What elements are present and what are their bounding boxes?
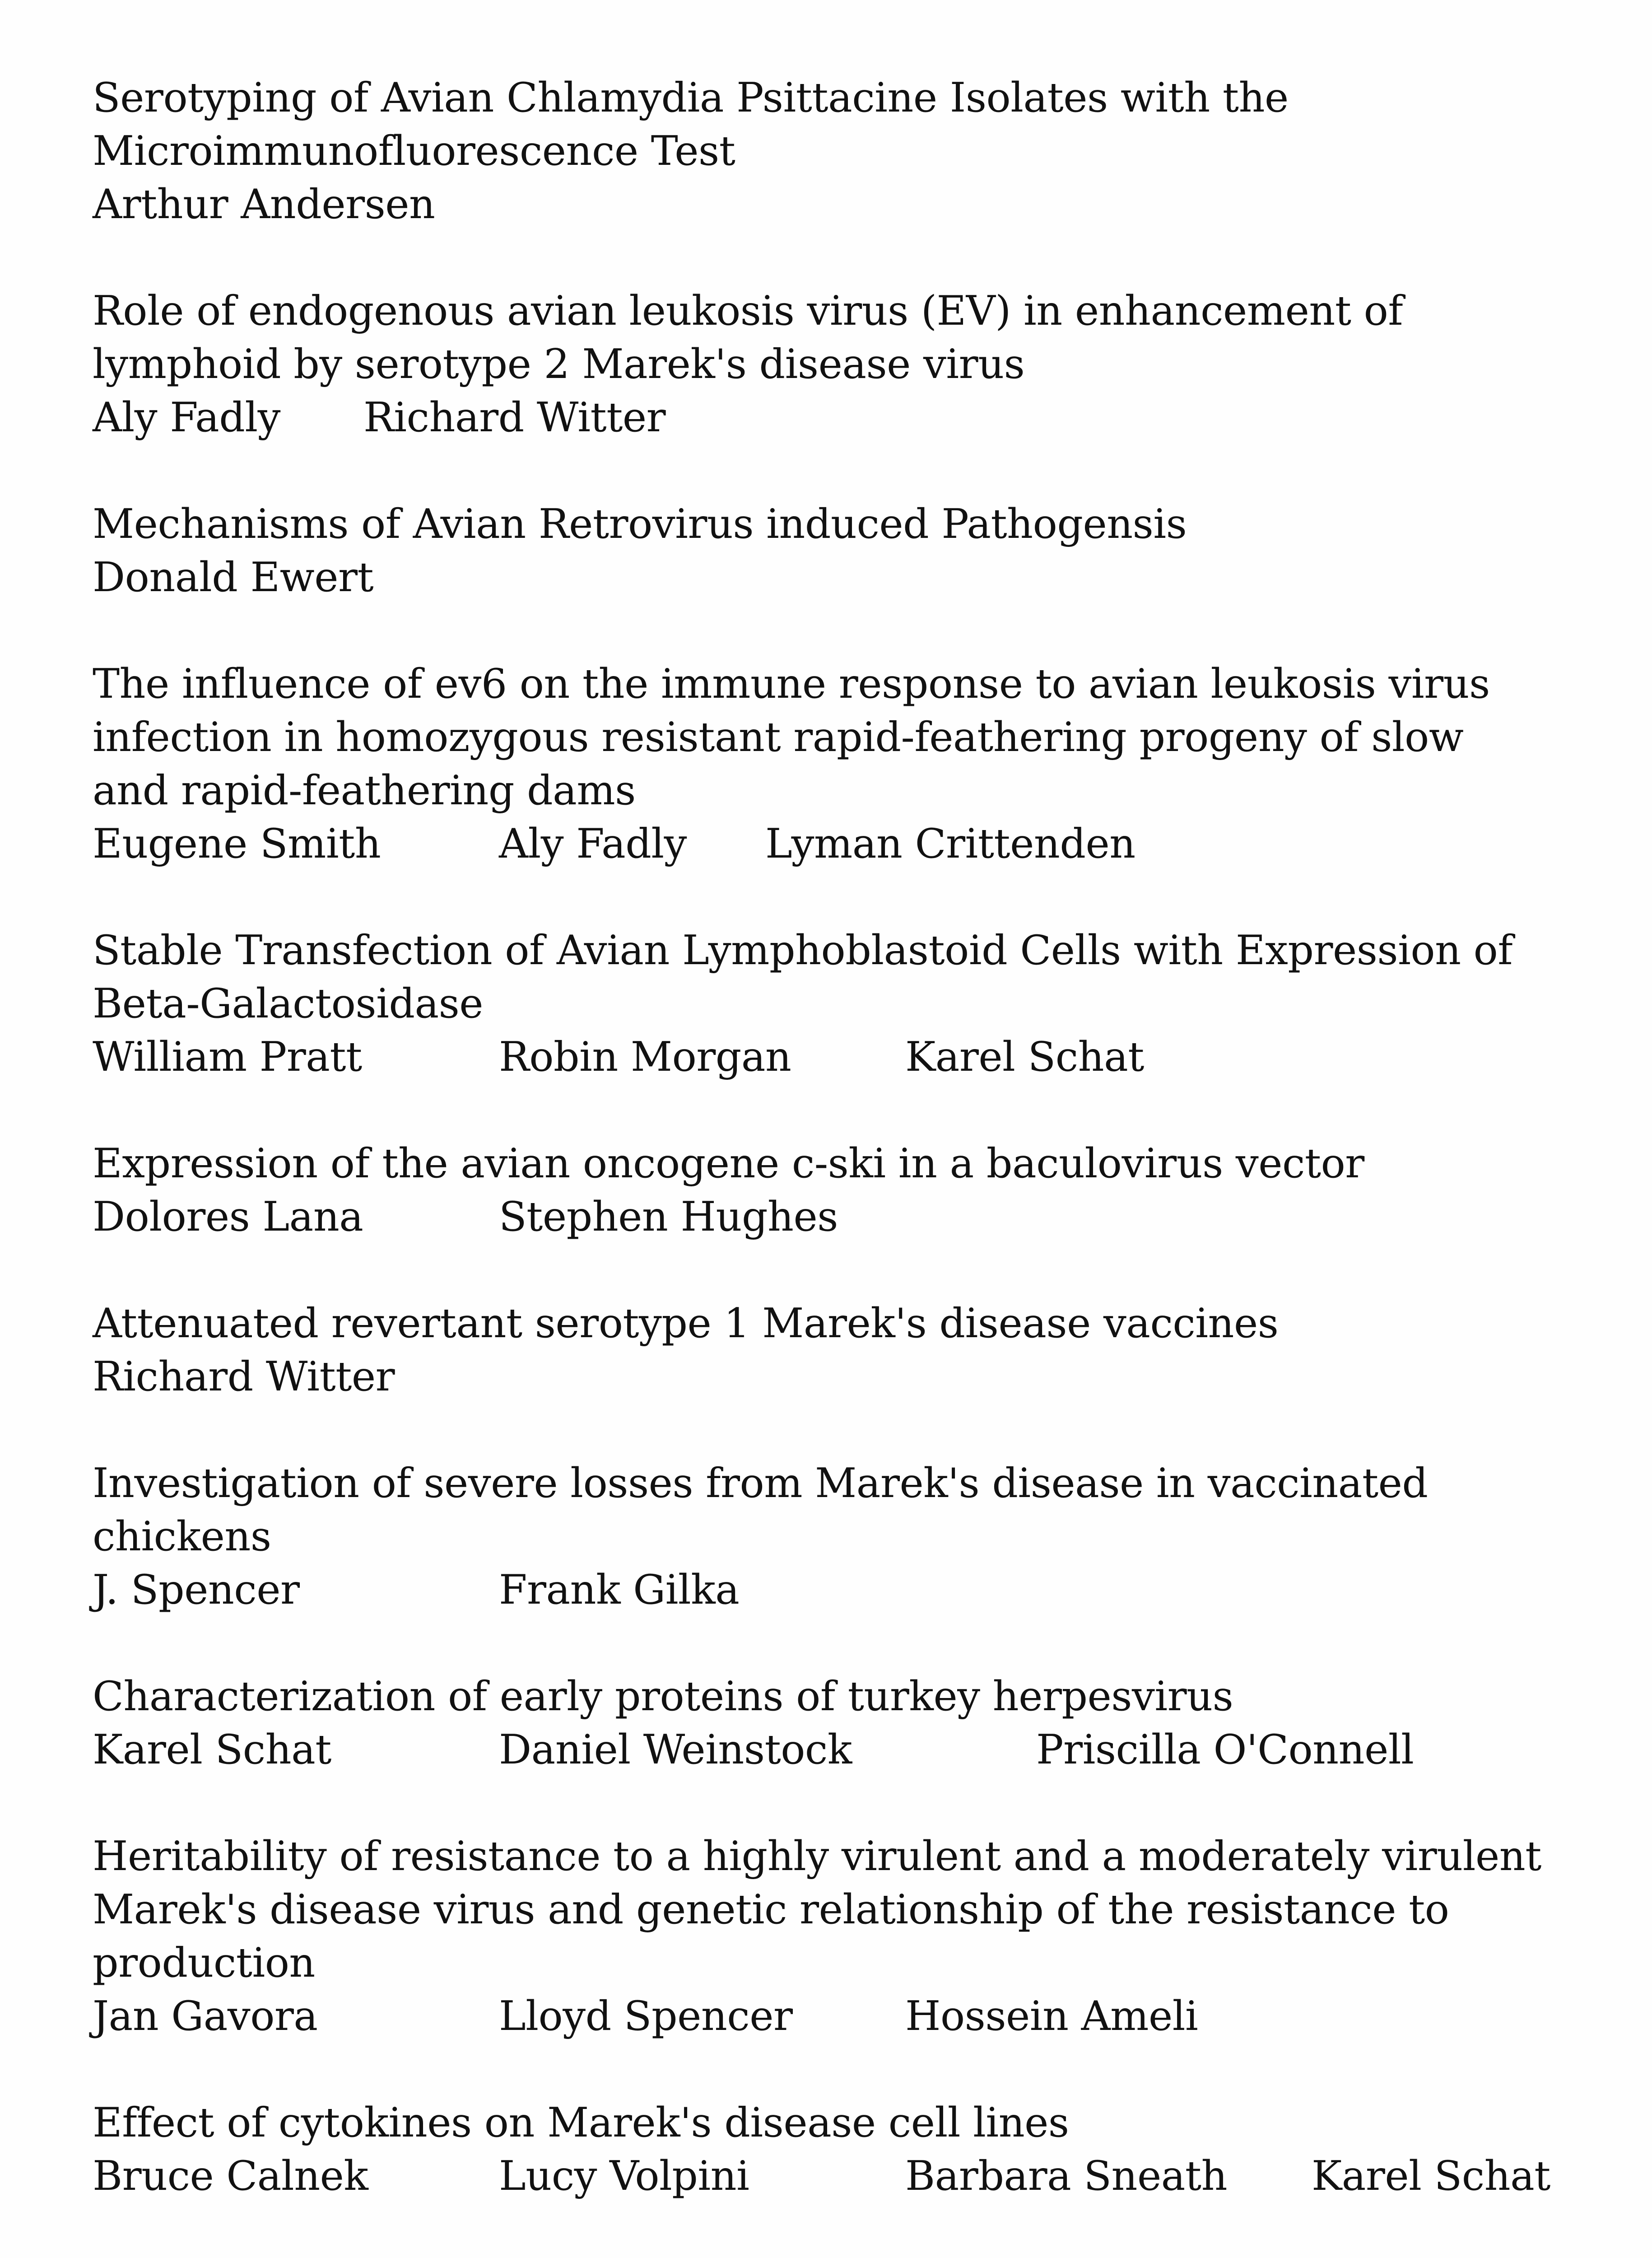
author: Lloyd Spencer	[499, 1992, 793, 2040]
author: Robin Morgan	[499, 1033, 791, 1081]
entry	[93, 498, 1582, 604]
entry	[93, 1297, 1582, 1404]
entry-title-line: infection in homozygous resistant rapid-feathering progeny of slow	[93, 714, 1464, 761]
entry	[93, 2256, 1582, 2258]
author: Hossein Ameli	[905, 1992, 1198, 2040]
entry-title-line: lymphoid by serotype 2 Marek's disease virus	[93, 341, 1025, 388]
entry-title-line	[93, 2256, 1582, 2258]
entry-title-line: Marek's disease virus and genetic relationship of the resistance to	[93, 1886, 1449, 1933]
author: Aly Fadly	[499, 820, 687, 868]
author: Stephen Hughes	[499, 1193, 838, 1241]
author: J. Spencer	[93, 1566, 300, 1614]
entry-title-line: Effect of cytokines on Marek's disease cell lines	[93, 2099, 1069, 2146]
author: Donald Ewert	[93, 554, 374, 601]
entry-title-line: chickens	[93, 1513, 271, 1560]
entry-title-line: and rapid-feathering dams	[93, 767, 636, 814]
entry-authors	[93, 1190, 1582, 1244]
author: William Pratt	[93, 1033, 362, 1081]
entry-title-line: Attenuated revertant serotype 1 Marek's disease vaccines	[93, 1300, 1279, 1347]
entry-authors	[93, 817, 1582, 871]
author: Barbara Sneath	[905, 2152, 1228, 2200]
entry	[93, 285, 1582, 444]
author: Jan Gavora	[93, 1992, 318, 2040]
entry-title-line: Characterization of early proteins of turkey herpesvirus	[93, 1673, 1233, 1720]
entry-title-line: The influence of ev6 on the immune response to avian leukosis virus	[93, 660, 1490, 708]
entry	[93, 924, 1582, 1084]
entry-authors	[93, 391, 1582, 444]
author: Lyman Crittenden	[765, 820, 1135, 868]
author: Daniel Weinstock	[499, 1726, 852, 1773]
abstract-list	[93, 71, 1582, 2258]
author: Bruce Calnek	[93, 2152, 368, 2200]
entry-title-line: Heritability of resistance to a highly virulent and a moderately virulent	[93, 1833, 1541, 1880]
entry-title-line: Serotyping of Avian Chlamydia Psittacine Isolates with the	[93, 74, 1289, 121]
entry-title-line: Investigation of severe losses from Marek's disease in vaccinated	[93, 1460, 1428, 1507]
author: Eugene Smith	[93, 820, 381, 868]
entry-title-line: Expression of the avian oncogene c-ski in a baculovirus vector	[93, 1140, 1364, 1187]
author: Aly Fadly	[93, 394, 280, 441]
entry-authors	[93, 1563, 1582, 1617]
entry-authors	[93, 178, 1582, 231]
entry-authors	[93, 1990, 1582, 2043]
entry-authors	[93, 1031, 1582, 1084]
author: Priscilla O'Connell	[1036, 1726, 1414, 1773]
entry	[93, 2096, 1582, 2203]
author: Karel Schat	[1312, 2152, 1550, 2200]
entry-authors	[93, 1723, 1582, 1777]
entry-title-line: Microimmunofluorescence Test	[93, 127, 735, 175]
entry-authors	[93, 1350, 1582, 1404]
author: Arthur Andersen	[93, 181, 435, 228]
author: Lucy Volpini	[499, 2152, 749, 2200]
entry-title-line: production	[93, 1939, 315, 1987]
entry	[93, 658, 1582, 871]
entry	[93, 71, 1582, 231]
entry-title-line: Role of endogenous avian leukosis virus (EV) in enhancement of	[93, 287, 1403, 335]
entry	[93, 1670, 1582, 1777]
entry	[93, 1137, 1582, 1244]
entry	[93, 1830, 1582, 2043]
entry-title-line: Beta-Galactosidase	[93, 980, 484, 1027]
entry-authors	[93, 551, 1582, 604]
author: Karel Schat	[905, 1033, 1144, 1081]
entry-authors	[93, 2150, 1582, 2203]
author: Frank Gilka	[499, 1566, 740, 1614]
author: Dolores Lana	[93, 1193, 363, 1241]
author: Karel Schat	[93, 1726, 331, 1773]
author: Richard Witter	[93, 1353, 395, 1400]
entry	[93, 1457, 1582, 1617]
entry-title-line: Mechanisms of Avian Retrovirus induced Pathogensis	[93, 500, 1187, 548]
entry-title-line: Stable Transfection of Avian Lymphoblastoid Cells with Expression of	[93, 927, 1513, 974]
author: Richard Witter	[363, 394, 666, 441]
